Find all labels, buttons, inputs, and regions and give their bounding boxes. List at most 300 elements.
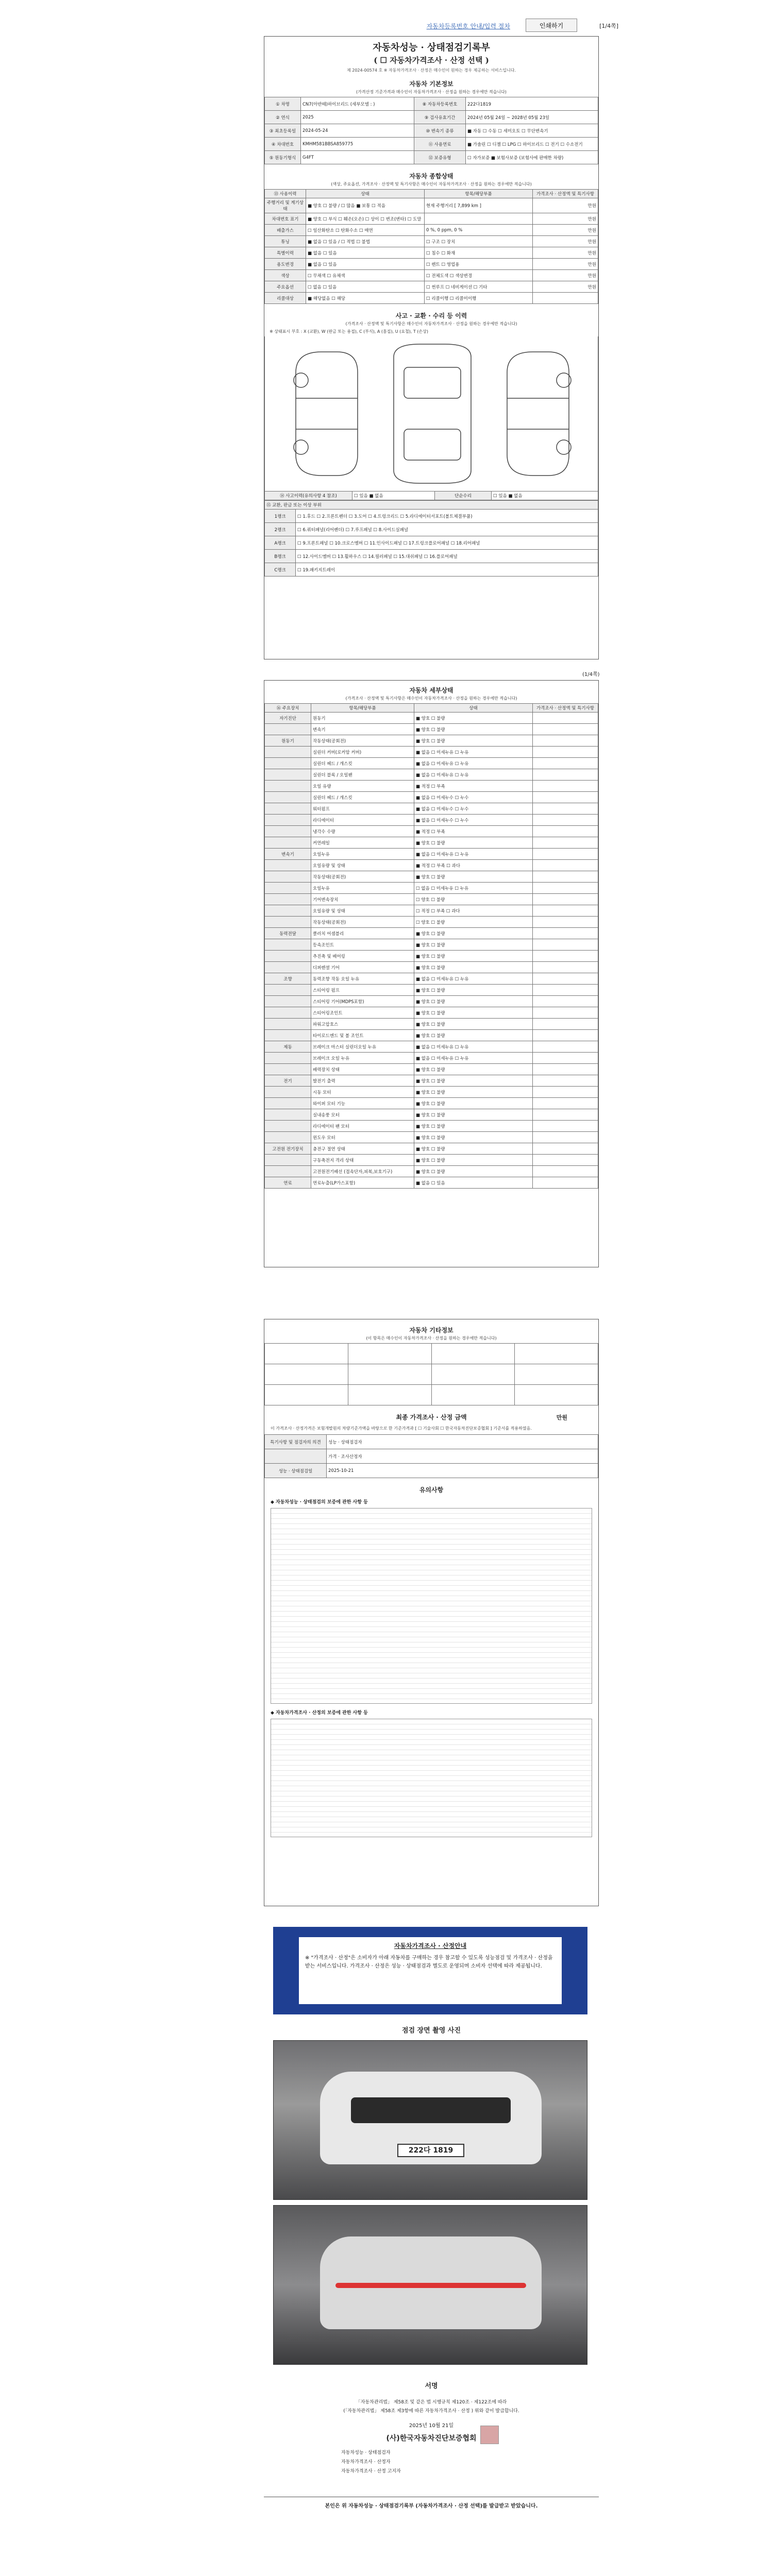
table-row (265, 973, 598, 985)
info-link[interactable]: 자동차등록번호 안내/입력 절차 (426, 23, 510, 30)
table-row (265, 247, 598, 259)
section-title-basic: 자동차 기본정보 (409, 80, 453, 88)
detail-price (533, 735, 598, 747)
detail-state: ■ 없음 ☐ 미세누수 ☐ 누수 (414, 815, 533, 826)
detail-price (533, 985, 598, 996)
detail-item: 디퍼렌셜 기어 (311, 962, 414, 973)
table-row (265, 270, 598, 281)
detail-group (265, 1053, 311, 1064)
car-grille (351, 2097, 511, 2123)
detail-state: ■ 양호 ☐ 불량 (414, 1007, 533, 1019)
detail-state: ■ 없음 ☐ 미세누유 ☐ 누유 (414, 849, 533, 860)
status-price: 만원 (533, 281, 598, 293)
sign-text-1: 「자동차관리법」 제58조 및 같은 법 시행규칙 제120조 · 제122조에 따라 (356, 2400, 507, 2405)
document-page-3 (264, 1319, 599, 1906)
detail-price (533, 951, 598, 962)
detail-price (533, 1053, 598, 1064)
status-item: 특별이력 (265, 247, 306, 259)
table-row (265, 97, 598, 111)
table-row (265, 894, 598, 905)
detail-header: 가격조사 · 산정액 및 특기사항 (533, 704, 598, 713)
detail-item: 타이로드엔드 및 볼 조인트 (311, 1030, 414, 1041)
table-row (265, 1087, 598, 1098)
detail-price (533, 1121, 598, 1132)
detail-header: 상태 (414, 704, 533, 713)
table-row (265, 550, 598, 563)
detail-price (533, 905, 598, 917)
table-row (265, 259, 598, 270)
detail-state: ■ 양호 ☐ 불량 (414, 713, 533, 724)
caution-title: 유의사항 (419, 1486, 444, 1494)
status-state: ■ 없음 ☐ 있음 / ☐ 적법 ☐ 불법 (306, 236, 425, 247)
detail-state: ☐ 없음 ☐ 미세누유 ☐ 누유 (414, 883, 533, 894)
table-row (265, 815, 598, 826)
detail-state: ■ 양호 ☐ 불량 (414, 1132, 533, 1143)
table-row (265, 939, 598, 951)
detail-price (533, 781, 598, 792)
basic-value: ■ 자동 ☐ 수동 ☐ 세미오토 ☐ 무단변속기 (466, 124, 598, 138)
basic-value: KMHM581BBSA859775 (301, 138, 414, 151)
detail-group (265, 781, 311, 792)
basic-value: 222다1819 (466, 97, 598, 111)
detail-group (265, 1087, 311, 1098)
detail-group (265, 883, 311, 894)
detail-price (533, 815, 598, 826)
sign-title: 서명 (425, 2382, 438, 2390)
detail-state: ■ 적정 ☐ 부족 (414, 826, 533, 837)
detail-price (533, 758, 598, 769)
detail-group (265, 894, 311, 905)
license-plate: 222다 1819 (397, 2144, 464, 2157)
detail-item: 파워고압호스 (311, 1019, 414, 1030)
detail-item: 시동 모터 (311, 1087, 414, 1098)
detail-group (265, 792, 311, 803)
section-title-accident: 사고 · 교환 · 수리 등 이력 (395, 312, 467, 319)
table-row (265, 917, 598, 928)
detail-item: 실린더 헤드 / 개스킷 (311, 792, 414, 803)
status-table (264, 189, 598, 304)
print-button[interactable]: 인쇄하기 (526, 19, 577, 32)
detail-group: 전기 (265, 1075, 311, 1087)
basic-value: 2024-05-24 (301, 124, 414, 138)
company-seal (480, 2426, 499, 2444)
status-detail: ☐ 썬루프 ☐ 네비게이션 ☐ 기타 (425, 281, 533, 293)
caution-sub2: ◆ 자동차가격조사 · 산정의 보증에 관한 사항 등 (271, 1710, 368, 1716)
detail-item: 작동상태(공회전) (311, 735, 414, 747)
frame-title: ⑮ 교환, 판금 또는 이상 부위 (265, 501, 598, 510)
detail-item: 커먼레일 (311, 837, 414, 849)
detail-item: 구동축전지 격리 상태 (311, 1155, 414, 1166)
table-row (265, 951, 598, 962)
detail-state: ☐ 양호 ☐ 불량 (414, 917, 533, 928)
status-detail (425, 213, 533, 225)
detail-price (533, 1041, 598, 1053)
detail-group: 고전원 전기장치 (265, 1143, 311, 1155)
status-state: ☐ 무채색 ☐ 유채색 (306, 270, 425, 281)
section-title-status: 자동차 종합상태 (409, 173, 453, 180)
detail-item: 변속기 (311, 724, 414, 735)
inspection-photo-front (273, 2040, 587, 2200)
table-row (265, 213, 598, 225)
detail-group (265, 917, 311, 928)
status-detail: ☐ 전체도색 ☐ 색상변경 (425, 270, 533, 281)
signer-label: 자동차가격조사 · 산정자 (341, 2460, 391, 2465)
detail-item: 충전구 절연 상태 (311, 1143, 414, 1155)
table-row (265, 1177, 598, 1189)
detail-price (533, 1030, 598, 1041)
detail-item: 등속조인트 (311, 939, 414, 951)
detail-item: 클러치 어셈블리 (311, 928, 414, 939)
basic-value: 2025 (301, 111, 414, 124)
detail-table (264, 703, 598, 1189)
status-detail: 0 %, 0 ppm, 0 % (425, 225, 533, 236)
detail-state: ■ 없음 ☐ 있음 (414, 1177, 533, 1189)
section-note-status: (색상, 주요옵션, 가격조사 · 산정액 및 특기사항은 매수인이 자동차가격조사 · 산정을 원하는 경우에만 적습니다) (331, 182, 532, 187)
status-item: 차대번호 표기 (265, 213, 306, 225)
section-note-basic: (가격산정 기준가격과 매수인이 자동차가격조사 · 산정을 원하는 경우에만 적습니다) (356, 90, 507, 94)
table-row (265, 536, 598, 550)
table-row (265, 928, 598, 939)
section-title-detail: 자동차 세부상태 (409, 687, 453, 694)
appraiser-value: 가격 · 조사산정자 (327, 1449, 598, 1464)
frame-rank: 2랭크 (265, 523, 296, 536)
status-item: 리콜대상 (265, 293, 306, 304)
status-state: ■ 없음 ☐ 있음 (306, 259, 425, 270)
detail-group (265, 758, 311, 769)
appraiser-table (264, 1434, 598, 1478)
detail-item: 오일 유량 (311, 781, 414, 792)
status-price: 만원 (533, 236, 598, 247)
basic-label: ② 연식 (265, 111, 301, 124)
detail-state: ■ 양호 ☐ 불량 (414, 1030, 533, 1041)
status-detail: ☐ 구조 ☐ 장치 (425, 236, 533, 247)
status-detail: ☐ 리콜이행 ☐ 리콜미이행 (425, 293, 533, 304)
top-toolbar (258, 15, 618, 36)
detail-item: 동력조향 작동 오일 누유 (311, 973, 414, 985)
detail-group (265, 951, 311, 962)
status-state: ■ 양호 ☐ 부식 ☐ 훼손(오손) ☐ 상이 ☐ 변조(변타) ☐ 도말 (306, 213, 425, 225)
detail-state: ■ 양호 ☐ 불량 (414, 837, 533, 849)
detail-item: 실린더 블록 / 오일팬 (311, 769, 414, 781)
frame-parts: ☐ 6.쿼터패널(리어펜더) ☐ 7.루프패널 ☐ 8.사이드실패널 (296, 523, 598, 536)
repair-label: 단순수리 (435, 492, 492, 500)
detail-price (533, 849, 598, 860)
detail-state: ■ 양호 ☐ 불량 (414, 1155, 533, 1166)
detail-item: 윈도우 모터 (311, 1132, 414, 1143)
table-row (265, 837, 598, 849)
status-state: ■ 양호 ☐ 불량 / ☐ 많음 ■ 보통 ☐ 적음 (306, 198, 425, 213)
table-row (265, 781, 598, 792)
status-state: ☐ 없음 ☐ 있음 (306, 281, 425, 293)
detail-price (533, 1109, 598, 1121)
table-row (265, 138, 598, 151)
status-item: 튜닝 (265, 236, 306, 247)
accident-table (264, 491, 598, 500)
document-subtitle: ( ☐ 자동차가격조사 · 산정 선택 ) (374, 56, 489, 65)
table-row (265, 962, 598, 973)
detail-price (533, 1087, 598, 1098)
detail-state: ■ 없음 ☐ 미세누유 ☐ 누유 (414, 1053, 533, 1064)
company-name: (사)한국자동차진단보증협회 (386, 2434, 477, 2443)
frame-parts: ☐ 9.프론트패널 ☐ 10.크로스멤버 ☐ 11.인사이드패널 ☐ 17.트렁크플로어패널 ☐ 18.리어패널 (296, 536, 598, 550)
table-row (265, 735, 598, 747)
detail-state: ■ 없음 ☐ 미세누유 ☐ 누유 (414, 747, 533, 758)
basic-label: ③ 최초등록일 (265, 124, 301, 138)
basic-label: ⑨ 검사유효기간 (414, 111, 466, 124)
status-state: ■ 없음 ☐ 있음 (306, 247, 425, 259)
detail-price (533, 1132, 598, 1143)
banner-title: 자동차가격조사 · 산정안내 (394, 1942, 467, 1950)
detail-group (265, 1155, 311, 1166)
detail-item: 실린더 커버(로커암 커버) (311, 747, 414, 758)
detail-item: 작동상태(공회전) (311, 871, 414, 883)
detail-price (533, 713, 598, 724)
table-row (265, 293, 598, 304)
table-row (265, 1007, 598, 1019)
detail-group: 변속기 (265, 849, 311, 860)
detail-group (265, 837, 311, 849)
status-header: 항목/해당부품 (425, 190, 533, 198)
detail-group (265, 905, 311, 917)
table-row (265, 792, 598, 803)
detail-item: 스티어링 기어(MDPS포함) (311, 996, 414, 1007)
signer-label: 자동차가격조사 · 산정 고지자 (341, 2469, 401, 2474)
page-number: [1/4쪽] (599, 23, 618, 29)
page2-number: (1/4쪽) (582, 672, 600, 677)
detail-state: ■ 양호 ☐ 불량 (414, 928, 533, 939)
frame-parts: ☐ 19.패키지트레이 (296, 563, 598, 577)
detail-group (265, 1098, 311, 1109)
detail-price (533, 860, 598, 871)
detail-group (265, 1019, 311, 1030)
detail-price (533, 837, 598, 849)
detail-item: 라디에이터 팬 모터 (311, 1121, 414, 1132)
detail-price (533, 894, 598, 905)
detail-group: 조향 (265, 973, 311, 985)
appraiser-value: 성능 · 상태점검자 (327, 1435, 598, 1449)
detail-price (533, 1098, 598, 1109)
status-price: 만원 (533, 247, 598, 259)
table-row (265, 1132, 598, 1143)
detail-item: 브레이크 오일 누유 (311, 1053, 414, 1064)
detail-state: ■ 양호 ☐ 불량 (414, 1087, 533, 1098)
accident-label: ⑭ 사고이력(유의사항 4 참조) (265, 492, 352, 500)
detail-item: 오일유량 및 상태 (311, 860, 414, 871)
detail-state: ■ 없음 ☐ 미세누유 ☐ 누유 (414, 973, 533, 985)
detail-state: ■ 양호 ☐ 불량 (414, 1121, 533, 1132)
accident-legend: ※ 상태표시 부호 : X (교환), W (판금 또는 용접), C (부식), A (흠집), U (요철), T (손상) (270, 329, 429, 334)
detail-price (533, 928, 598, 939)
detail-state: ■ 없음 ☐ 미세누수 ☐ 누수 (414, 792, 533, 803)
detail-state: ■ 양호 ☐ 불량 (414, 1166, 533, 1177)
detail-price (533, 724, 598, 735)
table-row (265, 883, 598, 894)
detail-price (533, 939, 598, 951)
detail-item: 워터펌프 (311, 803, 414, 815)
detail-group (265, 871, 311, 883)
detail-item: 기어변속장치 (311, 894, 414, 905)
appraiser-value: 2025-10-21 (327, 1464, 598, 1478)
detail-price (533, 883, 598, 894)
document-page-1 (264, 36, 599, 659)
signer-label: 자동차성능 · 상태점검자 (341, 2450, 391, 2455)
basic-value: ☐ 자가보증 ■ 보험사보증 (보험사에 판매한 차량) (466, 151, 598, 164)
table-row (265, 563, 598, 577)
detail-state: ■ 양호 ☐ 불량 (414, 735, 533, 747)
photo-title: 점검 장면 촬영 사진 (401, 2027, 461, 2035)
detail-state: ■ 양호 ☐ 불량 (414, 1109, 533, 1121)
table-row (265, 769, 598, 781)
basic-label: ⑤ 원동기형식 (265, 151, 301, 164)
detail-item: 브레이크 마스터 실린더오일 누유 (311, 1041, 414, 1053)
detail-item: 연료누출(LP가스포함) (311, 1177, 414, 1189)
status-detail: 현재 주행거리 [ 7,899 km ] (425, 198, 533, 213)
detail-price (533, 871, 598, 883)
detail-item: 실내송풍 모터 (311, 1109, 414, 1121)
basic-label: ⑩ 변속기 종류 (414, 124, 466, 138)
detail-item: 발전기 출력 (311, 1075, 414, 1087)
table-row (265, 111, 598, 124)
detail-item: 오일유량 및 상태 (311, 905, 414, 917)
detail-group: 원동기 (265, 735, 311, 747)
section-note-accident: (가격조사 · 산정액 및 특기사항은 매수인이 자동차가격조사 · 산정을 원하는 경우에만 적습니다) (345, 321, 517, 326)
status-price: 만원 (533, 225, 598, 236)
detail-item: 와이퍼 모터 기능 (311, 1098, 414, 1109)
detail-price (533, 962, 598, 973)
table-row (265, 724, 598, 735)
section-title-other: 자동차 기타정보 (409, 1327, 453, 1334)
detail-group: 제동 (265, 1041, 311, 1053)
accident-value: ☐ 있음 ■ 없음 (352, 492, 435, 500)
frame-rank: A랭크 (265, 536, 296, 550)
detail-state: ■ 양호 ☐ 불량 (414, 1064, 533, 1075)
status-price (533, 293, 598, 304)
detail-state: ■ 양호 ☐ 불량 (414, 951, 533, 962)
detail-state: ■ 없음 ☐ 미세누유 ☐ 누유 (414, 769, 533, 781)
detail-item: 라디에이터 (311, 815, 414, 826)
status-header: 가격조사 · 산정액 및 특기사항 (533, 190, 598, 198)
detail-price (533, 1064, 598, 1075)
detail-group (265, 815, 311, 826)
table-row (265, 1019, 598, 1030)
status-item: 용도변경 (265, 259, 306, 270)
table-row (265, 713, 598, 724)
detail-state: ■ 적정 ☐ 부족 ☐ 과다 (414, 860, 533, 871)
detail-item: 실린더 헤드 / 개스킷 (311, 758, 414, 769)
other-info-table (264, 1343, 598, 1405)
table-row (265, 225, 598, 236)
detail-header: 항목/해당부품 (311, 704, 414, 713)
detail-price (533, 917, 598, 928)
detail-group (265, 1109, 311, 1121)
appraiser-label: 성능 · 상태점검일 (265, 1464, 327, 1478)
detail-price (533, 1143, 598, 1155)
status-item: 주행거리 및 계기상태 (265, 198, 306, 213)
table-row (265, 1041, 598, 1053)
status-item: 주요옵션 (265, 281, 306, 293)
table-row (265, 236, 598, 247)
detail-item: 원동기 (311, 713, 414, 724)
table-row (265, 1143, 598, 1155)
car-diagram (265, 336, 599, 491)
caution-text-block-1 (271, 1508, 592, 1704)
table-row (265, 198, 598, 213)
table-row (265, 803, 598, 815)
detail-group (265, 1121, 311, 1132)
document-note: 제 2024-00574 호 ※ 자동차가격조사 · 산정은 매수인이 원하는 경우 제공하는 서비스입니다. (346, 68, 516, 73)
basic-label: ① 차명 (265, 97, 301, 111)
basic-value: CN7(아반떼)하이브리드 (세부모델 : ) (301, 97, 414, 111)
status-item: 배출가스 (265, 225, 306, 236)
detail-group (265, 860, 311, 871)
status-price: 만원 (533, 270, 598, 281)
footer-note: 본인은 위 자동차성능 · 상태점검기록부 (자동차가격조사 · 산정 선택)를 발급받고 받았습니다. (264, 2497, 599, 2509)
table-row (265, 747, 598, 758)
table-row (265, 1109, 598, 1121)
table-row (265, 996, 598, 1007)
detail-price (533, 792, 598, 803)
detail-group (265, 939, 311, 951)
issue-date: 2025년 10월 21일 (409, 2423, 454, 2429)
detail-item: 오일누유 (311, 883, 414, 894)
price-unit: 만원 (556, 1414, 567, 1421)
signature-section (264, 2380, 599, 2509)
table-row (265, 860, 598, 871)
status-header: ⑬ 사용이력 (265, 190, 306, 198)
detail-state: ■ 양호 ☐ 불량 (414, 1098, 533, 1109)
detail-group (265, 1007, 311, 1019)
status-detail: ☐ 렌트 ☐ 영업용 (425, 259, 533, 270)
table-row (265, 1030, 598, 1041)
detail-state: ■ 없음 ☐ 미세누유 ☐ 누유 (414, 1041, 533, 1053)
basic-label: ⑫ 보증유형 (414, 151, 466, 164)
detail-state: ■ 양호 ☐ 불량 (414, 939, 533, 951)
detail-item: 오일누유 (311, 849, 414, 860)
detail-group (265, 1132, 311, 1143)
table-row (265, 1155, 598, 1166)
detail-price (533, 1019, 598, 1030)
tail-light-bar (335, 2283, 526, 2288)
detail-state: ■ 양호 ☐ 불량 (414, 1019, 533, 1030)
table-row (265, 1121, 598, 1132)
detail-group (265, 985, 311, 996)
detail-state: ■ 양호 ☐ 불량 (414, 996, 533, 1007)
table-row (265, 758, 598, 769)
detail-group (265, 1064, 311, 1075)
detail-state: ■ 양호 ☐ 불량 (414, 985, 533, 996)
detail-group (265, 1166, 311, 1177)
basic-value: G4FT (301, 151, 414, 164)
detail-state: ■ 적정 ☐ 부족 (414, 781, 533, 792)
detail-price (533, 996, 598, 1007)
frame-rank: B랭크 (265, 550, 296, 563)
repair-value: ☐ 있음 ■ 없음 (492, 492, 598, 500)
detail-state: ■ 양호 ☐ 불량 (414, 871, 533, 883)
detail-item: 배력장치 상태 (311, 1064, 414, 1075)
detail-state: ☐ 양호 ☐ 불량 (414, 894, 533, 905)
table-row (265, 510, 598, 523)
detail-state: ■ 양호 ☐ 불량 (414, 1143, 533, 1155)
section-title-price: 최종 가격조사 · 산정 금액 (396, 1414, 467, 1421)
basic-value: ■ 가솔린 ☐ 디젤 ☐ LPG ☐ 하이브리드 ☐ 전기 ☐ 수소전기 (466, 138, 598, 151)
caution-text-block-2 (271, 1719, 592, 1837)
appraiser-label (265, 1449, 327, 1464)
detail-group: 자기진단 (265, 713, 311, 724)
detail-state: ■ 양호 ☐ 불량 (414, 1075, 533, 1087)
status-price: 만원 (533, 259, 598, 270)
table-row (265, 523, 598, 536)
detail-price (533, 826, 598, 837)
